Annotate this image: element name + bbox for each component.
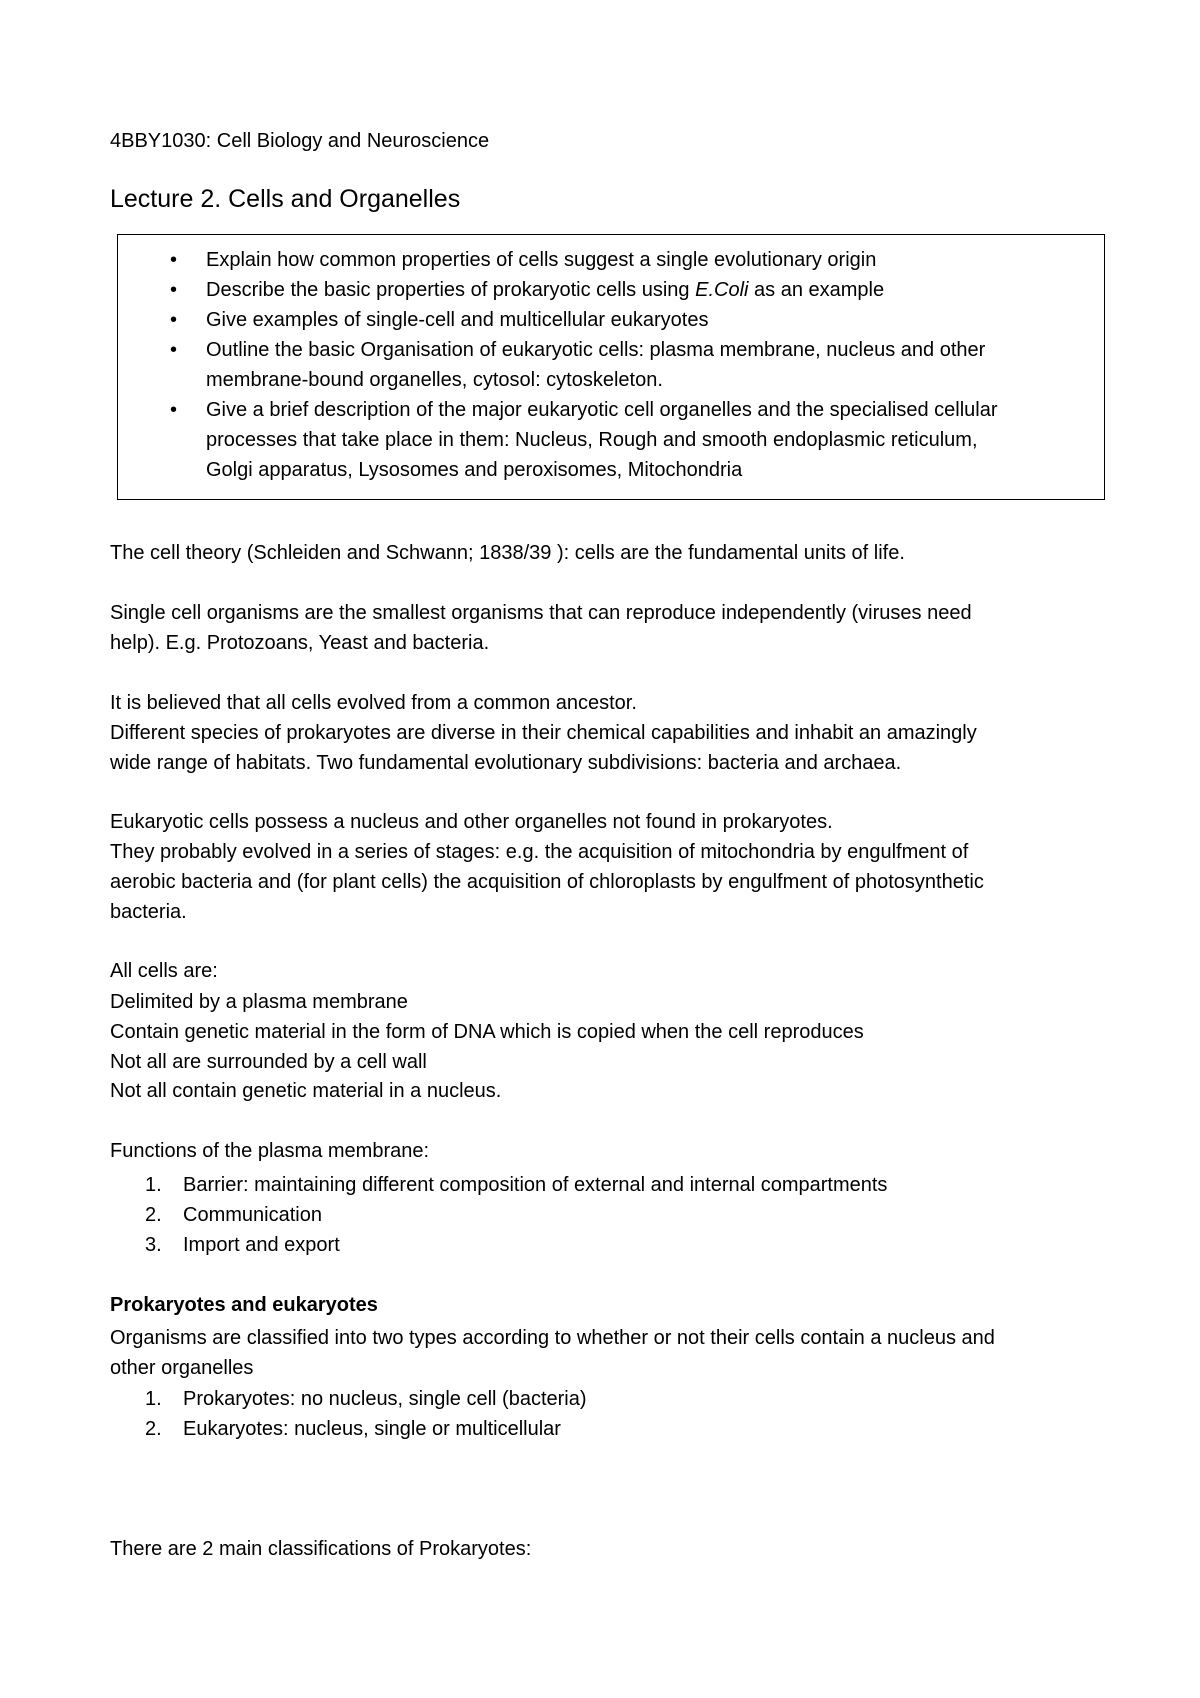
bullet-icon: • [170,309,178,331]
types-list [110,1384,587,1444]
all-cells-line: Not all are surrounded by a cell wall [110,1051,427,1073]
list-text: Prokaryotes: no nucleus, single cell (bacteria) [183,1388,587,1410]
objective-text: Explain how common properties of cells suggest a single evolutionary origin [206,249,877,271]
all-cells-line: Delimited by a plasma membrane [110,991,408,1013]
list-item [110,1230,887,1260]
objective-text: Give a brief description of the major eukaryotic cell organelles and the specialised cellular [206,399,998,421]
single-cell-line: help). E.g. Protozoans, Yeast and bacteria. [110,632,490,654]
all-cells-line: Not all contain genetic material in a nucleus. [110,1080,502,1102]
course-title: 4BBY1030: Cell Biology and Neuroscience [110,130,490,152]
eukaryotic-line: aerobic bacteria and (for plant cells) the acquisition of chloroplasts by engulfment of photosynthetic [110,871,984,893]
list-number: 1. [145,1388,162,1410]
objective-text: as an example [748,279,885,301]
lecture-title: Lecture 2. Cells and Organelles [110,185,461,213]
learning-objectives-box [117,234,1105,500]
eukaryotic-line: They probably evolved in a series of stages: e.g. the acquisition of mitochondria by engulfment of [110,841,969,863]
list-item [110,1170,887,1200]
diversity-line: Different species of prokaryotes are diverse in their chemical capabilities and inhabit an amazingly [110,722,977,744]
objectives-list [118,235,1104,485]
eukaryotic-line: Eukaryotic cells possess a nucleus and other organelles not found in prokaryotes. [110,811,833,833]
list-text: Import and export [183,1234,340,1256]
objective-item [118,245,1104,275]
bullet-icon: • [170,339,178,361]
all-cells-heading: All cells are: [110,960,218,982]
eukaryotic-line: bacteria. [110,901,187,923]
objective-text: processes that take place in them: Nucleus, Rough and smooth endoplasmic reticulum, [206,429,978,451]
list-number: 1. [145,1174,162,1196]
bullet-icon: • [170,279,178,301]
pro-euk-line: other organelles [110,1357,254,1379]
section-heading: Prokaryotes and eukaryotes [110,1294,378,1316]
list-item [110,1414,587,1444]
objective-text: Give examples of single-cell and multicellular eukaryotes [206,309,709,331]
objective-item [118,395,1104,485]
diversity-line: wide range of habitats. Two fundamental evolutionary subdivisions: bacteria and archaea. [110,752,902,774]
list-text: Eukaryotes: nucleus, single or multicellular [183,1418,561,1440]
functions-list [110,1170,887,1260]
objective-item [118,335,1104,395]
functions-heading: Functions of the plasma membrane: [110,1140,430,1162]
single-cell-line: Single cell organisms are the smallest organisms that can reproduce independently (viruses need [110,602,972,624]
list-item [110,1384,587,1414]
list-text: Barrier: maintaining different composition of external and internal compartments [183,1174,888,1196]
list-text: Communication [183,1204,322,1226]
objective-text: membrane-bound organelles, cytosol: cytoskeleton. [206,369,663,391]
objective-italic-term: E.Coli [695,279,749,301]
objective-item [118,275,1104,305]
list-number: 2. [145,1204,162,1226]
bullet-icon: • [170,399,178,421]
bullet-icon: • [170,249,178,271]
ancestor-line: It is believed that all cells evolved from a common ancestor. [110,692,637,714]
all-cells-line: Contain genetic material in the form of DNA which is copied when the cell reproduces [110,1021,864,1043]
list-number: 2. [145,1418,162,1440]
list-item [110,1200,887,1230]
objective-item [118,305,1104,335]
classifications-line: There are 2 main classifications of Prokaryotes: [110,1538,532,1560]
cell-theory-paragraph: The cell theory (Schleiden and Schwann; 1838/39 ): cells are the fundamental units of life. [110,542,905,564]
objective-text: Describe the basic properties of prokaryotic cells using [206,279,696,301]
objective-text: Golgi apparatus, Lysosomes and peroxisomes, Mitochondria [206,459,743,481]
objective-text: Outline the basic Organisation of eukaryotic cells: plasma membrane, nucleus and other [206,339,986,361]
list-number: 3. [145,1234,162,1256]
pro-euk-line: Organisms are classified into two types according to whether or not their cells contain a nucleus and [110,1327,995,1349]
